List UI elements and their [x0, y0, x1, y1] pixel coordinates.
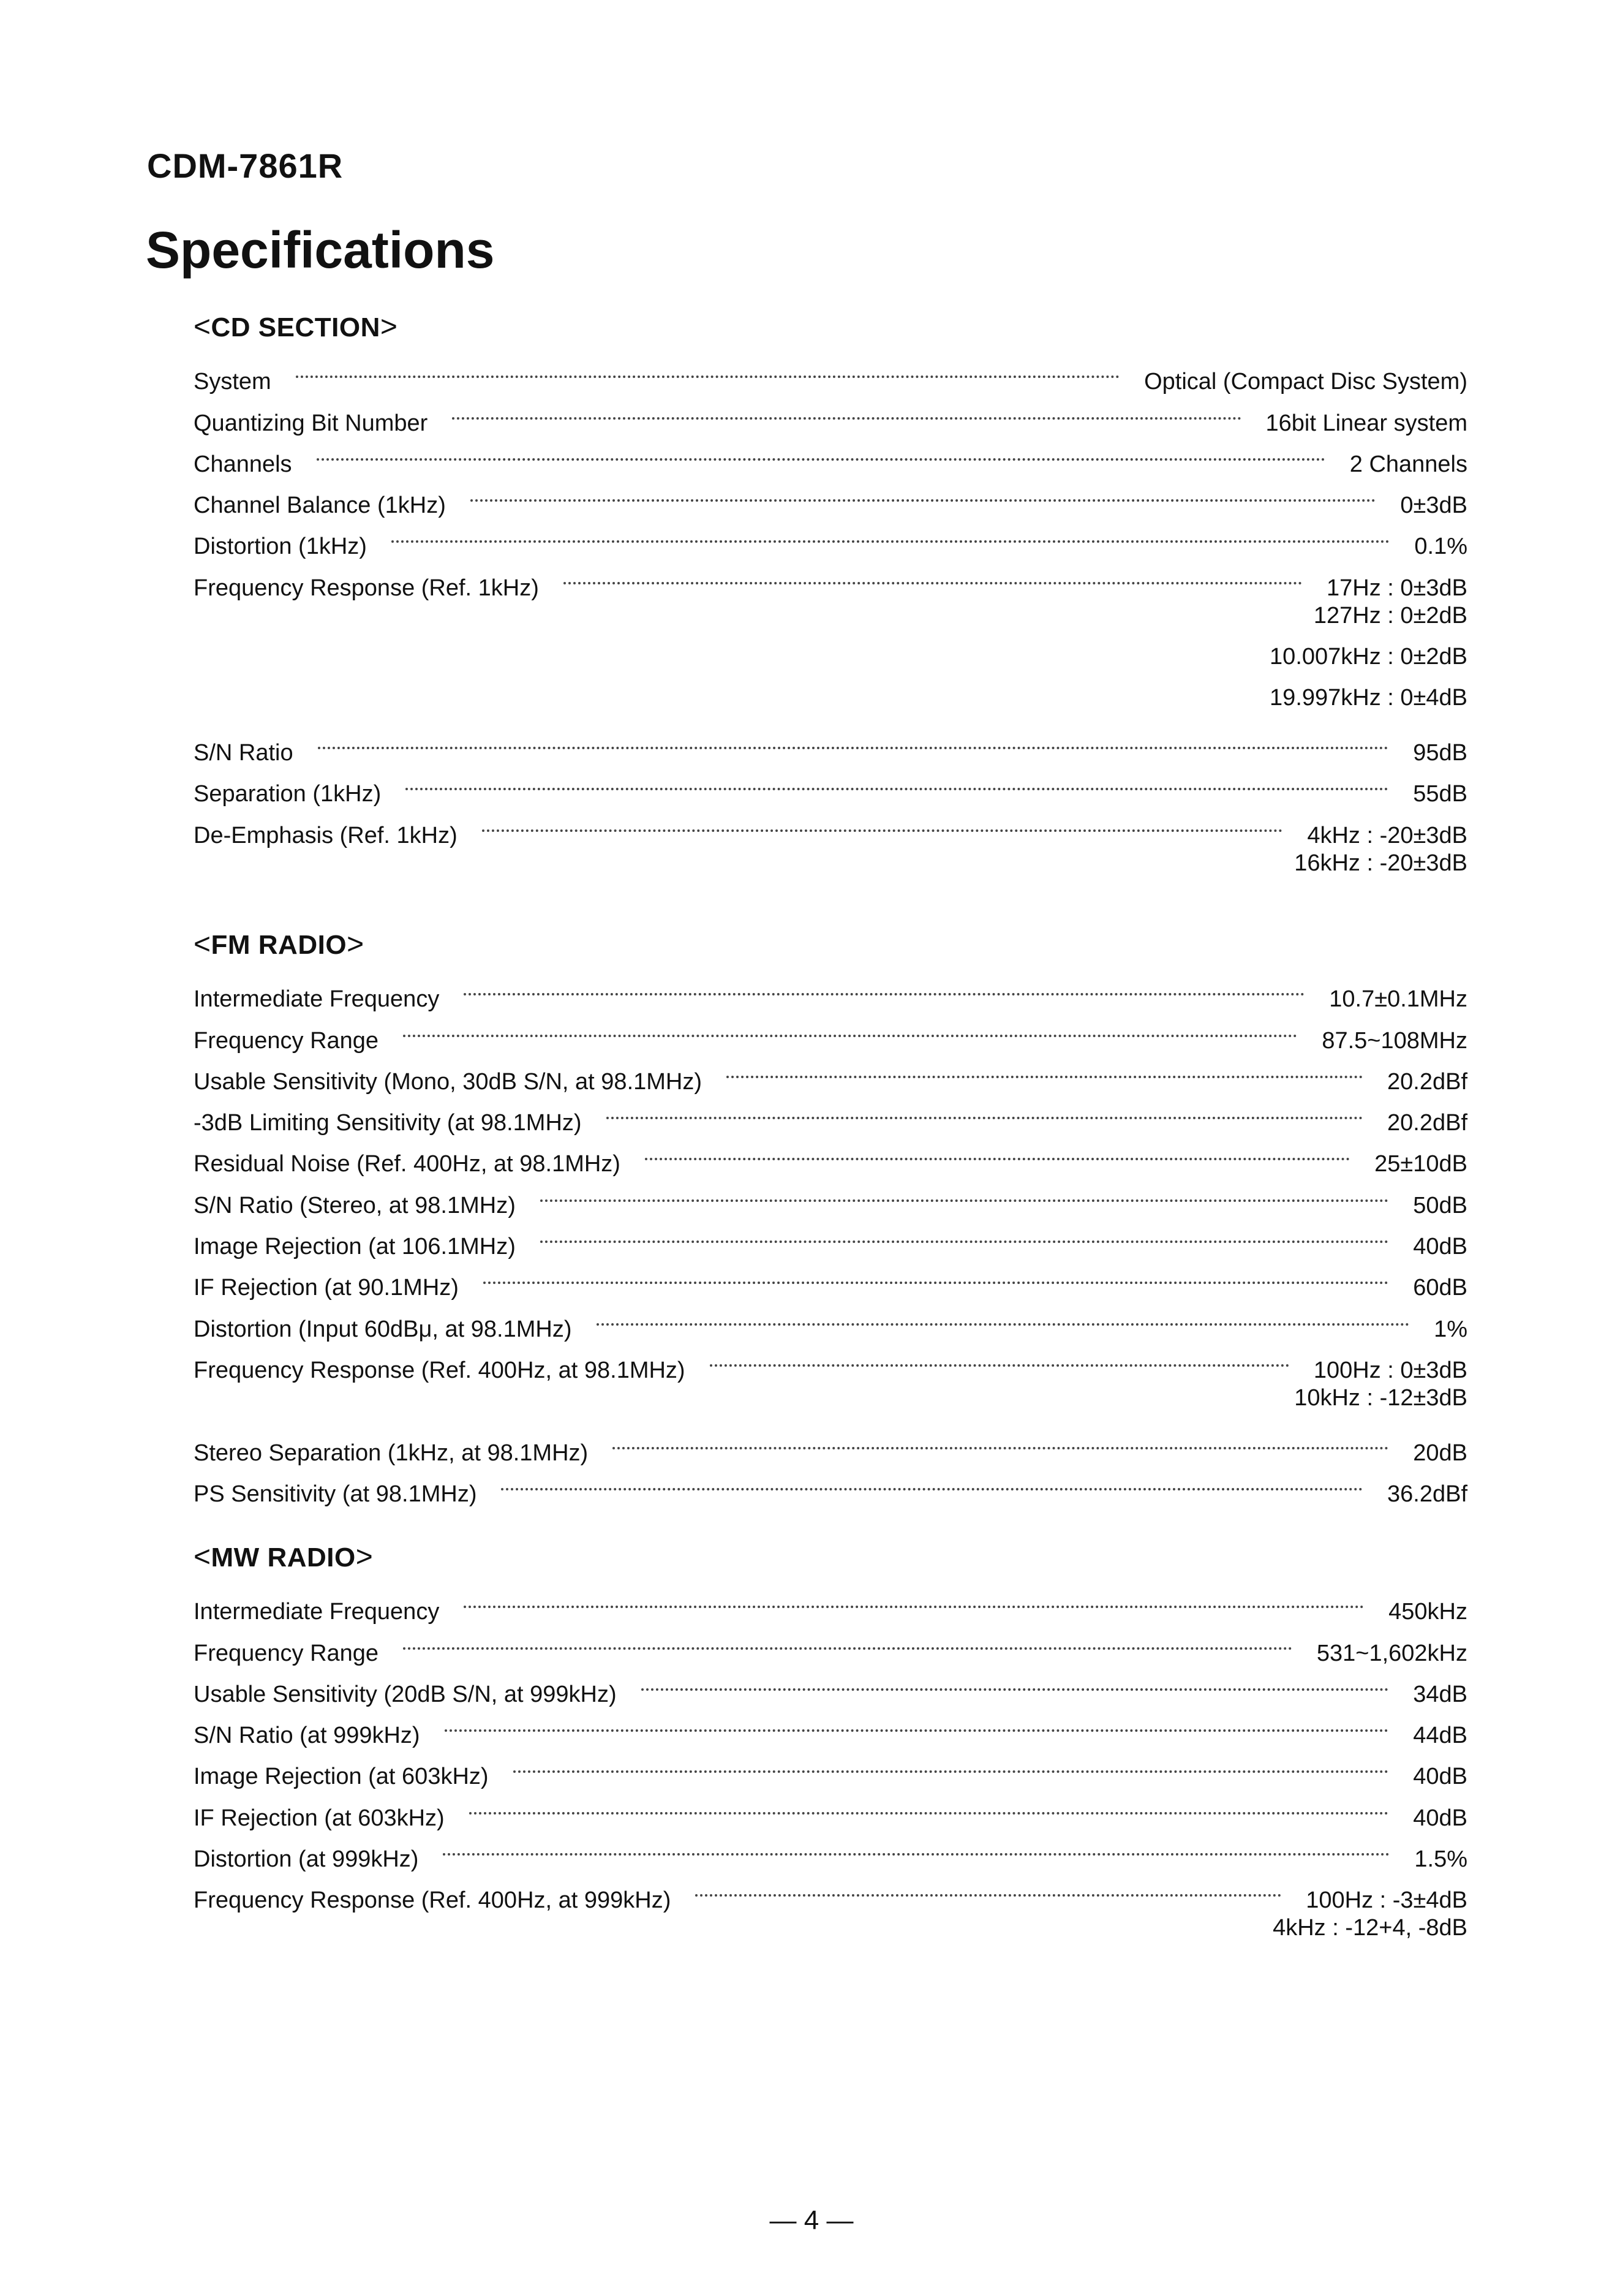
- dot-leader: [513, 1743, 1389, 1784]
- spec-label: De-Emphasis (Ref. 1kHz): [194, 822, 458, 848]
- spec-label: -3dB Limiting Sensitivity (at 98.1MHz): [194, 1110, 582, 1136]
- dot-leader: [318, 719, 1389, 760]
- dot-leader: [391, 513, 1390, 554]
- mw-radio-section: [194, 1536, 1467, 1949]
- spec-label: Intermediate Frequency: [194, 1599, 440, 1625]
- section-heading-text: FM RADIO: [211, 930, 347, 960]
- spec-value: 100Hz : -3±4dB: [1306, 1887, 1467, 1914]
- spec-label: Residual Noise (Ref. 400Hz, at 98.1MHz): [194, 1151, 620, 1177]
- dot-leader: [470, 472, 1376, 513]
- page-title: Specifications: [146, 221, 495, 279]
- spec-row-continuation: [194, 636, 1467, 678]
- dot-leader: [645, 1130, 1350, 1171]
- spec-value: 36.2dBf: [1387, 1481, 1467, 1507]
- spec-value: 100Hz : 0±3dB: [1313, 1357, 1467, 1383]
- spec-label: Quantizing Bit Number: [194, 410, 428, 436]
- spec-value: 20dB: [1413, 1440, 1467, 1466]
- dot-leader: [452, 389, 1241, 430]
- cd-section: [194, 306, 1467, 884]
- spec-value: 0.1%: [1414, 534, 1467, 560]
- dot-leader: [483, 1254, 1388, 1295]
- dot-leader: [403, 1619, 1292, 1660]
- dot-leader: [405, 760, 1388, 801]
- spec-value: 50dB: [1413, 1192, 1467, 1218]
- spec-row: [194, 472, 1467, 519]
- heading-bracket-left: <: [194, 311, 211, 343]
- heading-bracket-right: >: [347, 928, 364, 961]
- spec-value: 40dB: [1413, 1805, 1467, 1831]
- spec-label: Intermediate Frequency: [194, 986, 440, 1013]
- spec-value: 55dB: [1413, 781, 1467, 807]
- spec-value: 25±10dB: [1374, 1151, 1467, 1177]
- heading-bracket-right: >: [380, 311, 398, 343]
- spec-label: Frequency Range: [194, 1640, 379, 1666]
- spec-label: Channel Balance (1kHz): [194, 493, 446, 519]
- spec-value: 16bit Linear system: [1265, 410, 1467, 436]
- spec-value: 40dB: [1413, 1764, 1467, 1790]
- heading-bracket-left: <: [194, 1541, 211, 1573]
- model-number: CDM-7861R: [147, 146, 344, 185]
- spec-row: [194, 1419, 1467, 1466]
- spec-value: 16kHz : -20±3dB: [1294, 850, 1467, 876]
- spec-value: 19.997kHz : 0±4dB: [1270, 685, 1467, 711]
- spec-label: Distortion (at 999kHz): [194, 1846, 419, 1873]
- spec-value: 17Hz : 0±3dB: [1327, 575, 1467, 601]
- spec-value: 95dB: [1413, 739, 1467, 766]
- dot-leader: [317, 431, 1325, 472]
- spec-label: S/N Ratio: [194, 739, 293, 766]
- spec-label: System: [194, 369, 271, 395]
- dot-leader: [710, 1337, 1289, 1378]
- page-number: — 4 —: [769, 2205, 854, 2235]
- spec-value: 1.5%: [1414, 1846, 1467, 1873]
- spec-label: Frequency Range: [194, 1027, 379, 1054]
- section-heading: [194, 306, 1467, 348]
- section-heading-text: MW RADIO: [211, 1543, 356, 1573]
- dot-leader: [403, 1006, 1297, 1048]
- spec-label: Distortion (Input 60dBμ, at 98.1MHz): [194, 1316, 572, 1342]
- spec-value: 1%: [1434, 1316, 1467, 1342]
- dot-leader: [482, 801, 1283, 842]
- spec-value: 87.5~108MHz: [1322, 1027, 1467, 1054]
- spec-label: Separation (1kHz): [194, 781, 382, 807]
- spec-label: IF Rejection (at 603kHz): [194, 1805, 445, 1831]
- dot-leader: [726, 1048, 1363, 1089]
- dot-leader: [540, 1171, 1388, 1212]
- spec-label: Frequency Response (Ref. 400Hz, at 999kHz): [194, 1887, 671, 1914]
- spec-row: [194, 719, 1467, 766]
- dot-leader: [641, 1661, 1389, 1702]
- section-heading: [194, 924, 1467, 965]
- spec-value: 10.007kHz : 0±2dB: [1270, 644, 1467, 670]
- spec-label: Image Rejection (at 106.1MHz): [194, 1234, 516, 1260]
- spec-value: 44dB: [1413, 1723, 1467, 1749]
- fm-radio-section: [194, 924, 1467, 1507]
- spec-label: Distortion (1kHz): [194, 534, 367, 560]
- spec-label: Channels: [194, 451, 292, 477]
- dot-leader: [501, 1460, 1363, 1501]
- spec-value: 2 Channels: [1349, 451, 1467, 477]
- spec-value: 531~1,602kHz: [1316, 1640, 1467, 1666]
- spec-value: Optical (Compact Disc System): [1144, 369, 1467, 395]
- spec-label: S/N Ratio (at 999kHz): [194, 1723, 420, 1749]
- spec-value: 4kHz : -20±3dB: [1307, 822, 1467, 848]
- spec-label: S/N Ratio (Stereo, at 98.1MHz): [194, 1192, 516, 1218]
- spec-value: 40dB: [1413, 1234, 1467, 1260]
- spec-value: 0±3dB: [1400, 493, 1467, 519]
- spec-value: 10.7±0.1MHz: [1329, 986, 1467, 1013]
- dot-leader: [296, 348, 1120, 389]
- spec-row: [194, 1578, 1467, 1625]
- spec-label: Usable Sensitivity (20dB S/N, at 999kHz): [194, 1681, 617, 1707]
- dot-leader: [695, 1867, 1281, 1908]
- spec-row: [194, 431, 1467, 477]
- spec-row: [194, 348, 1467, 395]
- dot-leader: [464, 965, 1305, 1006]
- section-heading-text: CD SECTION: [211, 312, 380, 342]
- dot-leader: [563, 554, 1302, 595]
- spec-value: 4kHz : -12+4, -8dB: [1273, 1915, 1467, 1941]
- spec-label: Frequency Response (Ref. 1kHz): [194, 575, 539, 601]
- section-heading: [194, 1536, 1467, 1578]
- spec-label: Frequency Response (Ref. 400Hz, at 98.1MHz): [194, 1357, 685, 1383]
- spec-label: PS Sensitivity (at 98.1MHz): [194, 1481, 477, 1507]
- dot-leader: [606, 1089, 1363, 1130]
- spec-label: Image Rejection (at 603kHz): [194, 1764, 489, 1790]
- dot-leader: [443, 1826, 1390, 1867]
- spec-value: 60dB: [1413, 1275, 1467, 1301]
- spec-label: Usable Sensitivity (Mono, 30dB S/N, at 98.1MHz): [194, 1068, 702, 1095]
- spec-value: 20.2dBf: [1387, 1110, 1467, 1136]
- spec-value: 127Hz : 0±2dB: [1313, 602, 1467, 629]
- dot-leader: [597, 1295, 1410, 1336]
- dot-leader: [612, 1419, 1388, 1460]
- spec-value: 34dB: [1413, 1681, 1467, 1707]
- spec-row: [194, 965, 1467, 1013]
- spec-value: 10kHz : -12±3dB: [1294, 1384, 1467, 1411]
- spec-row: [194, 760, 1467, 807]
- dot-leader: [469, 1784, 1389, 1825]
- dot-leader: [464, 1578, 1364, 1619]
- spec-value: 20.2dBf: [1387, 1068, 1467, 1095]
- dot-leader: [540, 1213, 1388, 1254]
- heading-bracket-left: <: [194, 928, 211, 961]
- spec-row-continuation: [194, 678, 1467, 719]
- spec-value: 450kHz: [1388, 1599, 1467, 1625]
- spec-label: IF Rejection (at 90.1MHz): [194, 1275, 459, 1301]
- heading-bracket-right: >: [355, 1541, 374, 1573]
- dot-leader: [445, 1702, 1389, 1743]
- spec-label: Stereo Separation (1kHz, at 98.1MHz): [194, 1440, 589, 1466]
